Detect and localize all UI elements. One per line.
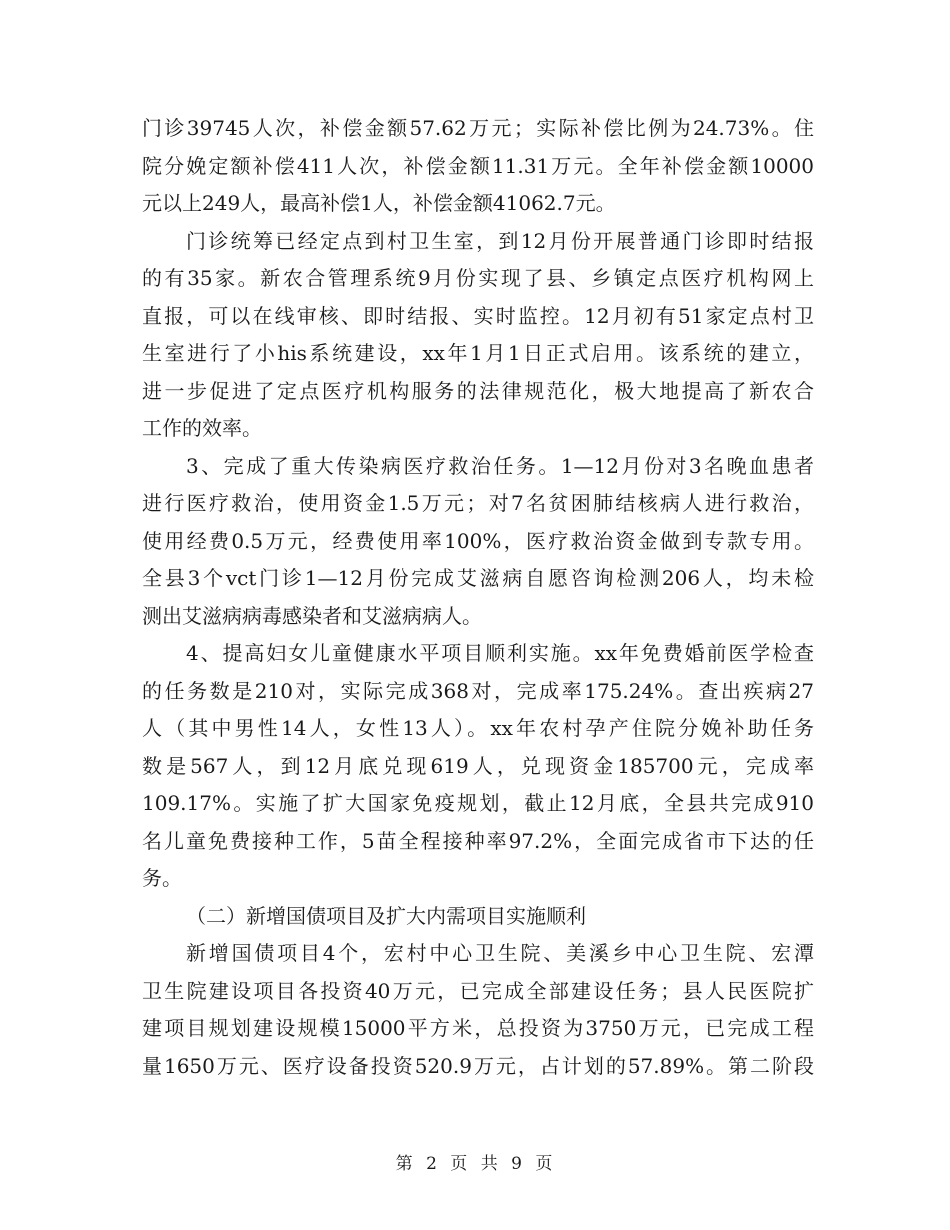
page-footer: 第 2 页 共 9 页	[395, 1154, 555, 1174]
text-line: 工作的效率。	[142, 416, 262, 440]
text-line: 门诊39745人次，补偿金额57.62万元；实际补偿比例为24.73%。住	[142, 116, 814, 140]
text-line: 量1650万元、医疗设备投资520.9万元，占计划的57.89%。第二阶段	[142, 1053, 814, 1078]
text-line: 新增国债项目4个，宏村中心卫生院、美溪乡中心卫生院、宏潭	[186, 941, 814, 965]
text-line: 使用经费0.5万元，经费使用率100%，医疗救治资金做到专款专用。	[142, 528, 814, 553]
text-line: 直报，可以在线审核、即时结报、实时监控。12月初有51家定点村卫	[142, 303, 814, 328]
text-line: 门诊统筹已经定点到村卫生室，到12月份开展普通门诊即时结报	[186, 228, 814, 253]
text-line: 元以上249人，最高补偿1人，补偿金额41062.7元。	[142, 191, 616, 215]
text-line: 卫生院建设项目各投资40万元，已完成全部建设任务；县人民医院扩	[142, 978, 814, 1003]
text-line: 务。	[142, 866, 182, 890]
text-line: 生室进行了小his系统建设，xx年1月1日正式启用。该系统的建立，	[142, 341, 814, 365]
text-line: 的任务数是210对，实际完成368对，完成率175.24%。查出疾病27	[142, 678, 814, 703]
text-line: 进行医疗救治，使用资金1.5万元；对7名贫困肺结核病人进行救治，	[142, 491, 814, 515]
text-line: 建项目规划建设规模15000平方米，总投资为3750万元，已完成工程	[142, 1016, 814, 1040]
text-line: 的有35家。新农合管理系统9月份实现了县、乡镇定点医疗机构网上	[142, 266, 814, 290]
text-line: 3、完成了重大传染病医疗救治任务。1—12月份对3名晚血患者	[186, 453, 814, 478]
text-line: （二）新增国债项目及扩大内需项目实施顺利	[186, 903, 586, 928]
text-line: 院分娩定额补偿411人次，补偿金额11.31万元。全年补偿金额10000	[142, 153, 814, 178]
text-line: 进一步促进了定点医疗机构服务的法律规范化，极大地提高了新农合	[142, 378, 814, 403]
document-body	[142, 110, 814, 1085]
text-line: 名儿童免费接种工作，5苗全程接种率97.2%，全面完成省市下达的任	[142, 828, 814, 853]
text-line: 人（其中男性14人，女性13人）。xx年农村孕产住院分娩补助任务	[142, 716, 814, 740]
text-line: 数是567人，到12月底兑现619人，兑现资金185700元，完成率	[142, 753, 814, 778]
text-line: 4、提高妇女儿童健康水平项目顺利实施。xx年免费婚前医学检查	[186, 641, 814, 665]
text-line: 测出艾滋病病毒感染者和艾滋病病人。	[142, 603, 482, 628]
text-line: 109.17%。实施了扩大国家免疫规划，截止12月底，全县共完成910	[142, 791, 814, 815]
text-line: 全县3个vct门诊1—12月份完成艾滋病自愿咨询检测206人，均未检	[142, 566, 814, 590]
